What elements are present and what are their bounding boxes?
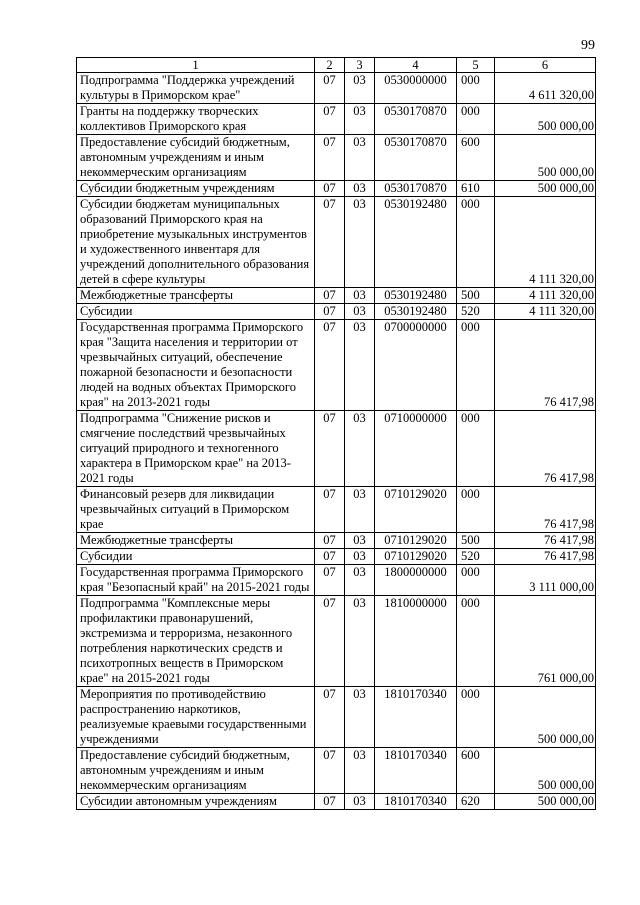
expense-type-cell: 610 [457,181,495,197]
expense-type-cell: 520 [457,304,495,320]
item-name-cell: Субсидии [77,304,315,320]
subsection-cell: 03 [345,687,375,748]
expense-type-cell: 000 [457,411,495,487]
section-cell: 07 [315,533,345,549]
page-number: 99 [581,38,595,53]
table-row [77,73,596,104]
section-cell: 07 [315,104,345,135]
target-code-cell: 1810170340 [375,794,457,810]
item-name-cell: Подпрограмма "Комплексные меры профилактики правонарушений, экстремизма и терроризма, незаконного потребления наркотических средств и психотропных веществ в Приморском крае" на 2015-2021 годы [77,596,315,687]
column-header: 4 [375,58,457,73]
item-name-cell: Подпрограмма "Снижение рисков и смягчение последствий чрезвычайных ситуаций природного и техногенного характера в Приморском крае" на 2013-2021 годы [77,411,315,487]
subsection-cell: 03 [345,549,375,565]
subsection-cell: 03 [345,135,375,181]
target-code-cell: 0710129020 [375,533,457,549]
table-row [77,181,596,197]
subsection-cell: 03 [345,533,375,549]
subsection-cell: 03 [345,794,375,810]
table-row [77,748,596,794]
expense-type-cell: 000 [457,73,495,104]
item-name-cell: Государственная программа Приморского края "Безопасный край" на 2015-2021 годы [77,565,315,596]
column-header: 5 [457,58,495,73]
amount-cell: 4 611 320,00 [495,73,596,104]
section-cell: 07 [315,596,345,687]
target-code-cell: 0530170870 [375,181,457,197]
expense-type-cell: 000 [457,104,495,135]
target-code-cell: 0530192480 [375,288,457,304]
target-code-cell: 1810000000 [375,596,457,687]
target-code-cell: 0530192480 [375,197,457,288]
expense-type-cell: 000 [457,320,495,411]
item-name-cell: Предоставление субсидий бюджетным, автономным учреждениям и иным некоммерческим организациям [77,135,315,181]
target-code-cell: 1800000000 [375,565,457,596]
subsection-cell: 03 [345,411,375,487]
amount-cell: 76 417,98 [495,320,596,411]
amount-cell: 76 417,98 [495,411,596,487]
amount-cell: 4 111 320,00 [495,304,596,320]
subsection-cell: 03 [345,104,375,135]
item-name-cell: Предоставление субсидий бюджетным, автономным учреждениям и иным некоммерческим организациям [77,748,315,794]
item-name-cell: Субсидии бюджетным учреждениям [77,181,315,197]
subsection-cell: 03 [345,304,375,320]
expense-type-cell: 000 [457,687,495,748]
amount-cell: 500 000,00 [495,687,596,748]
expense-type-cell: 500 [457,288,495,304]
expense-type-cell: 600 [457,748,495,794]
table-row [77,411,596,487]
amount-cell: 761 000,00 [495,596,596,687]
subsection-cell: 03 [345,320,375,411]
item-name-cell: Подпрограмма "Поддержка учреждений культуры в Приморском крае" [77,73,315,104]
section-cell: 07 [315,197,345,288]
expense-type-cell: 000 [457,596,495,687]
target-code-cell: 0710000000 [375,411,457,487]
table-row [77,565,596,596]
table-row [77,549,596,565]
subsection-cell: 03 [345,748,375,794]
amount-cell: 500 000,00 [495,748,596,794]
section-cell: 07 [315,304,345,320]
expense-type-cell: 000 [457,487,495,533]
subsection-cell: 03 [345,596,375,687]
item-name-cell: Субсидии бюджетам муниципальных образований Приморского края на приобретение музыкальных инструментов и художественного инвентаря для учреждений дополнительного образования детей в сфере культуры [77,197,315,288]
column-header: 1 [77,58,315,73]
item-name-cell: Государственная программа Приморского края "Защита населения и территории от чрезвычайных ситуаций, обеспечение пожарной безопасности и безопасности людей на водных объектах Приморского края" на 2013-2021 годы [77,320,315,411]
column-header: 2 [315,58,345,73]
section-cell: 07 [315,487,345,533]
section-cell: 07 [315,549,345,565]
item-name-cell: Межбюджетные трансферты [77,533,315,549]
section-cell: 07 [315,748,345,794]
amount-cell: 500 000,00 [495,794,596,810]
expense-type-cell: 520 [457,549,495,565]
section-cell: 07 [315,73,345,104]
item-name-cell: Гранты на поддержку творческих коллективов Приморского края [77,104,315,135]
target-code-cell: 0700000000 [375,320,457,411]
table-row [77,596,596,687]
target-code-cell: 0530192480 [375,304,457,320]
expense-type-cell: 600 [457,135,495,181]
amount-cell: 4 111 320,00 [495,197,596,288]
subsection-cell: 03 [345,288,375,304]
expense-type-cell: 620 [457,794,495,810]
table-row [77,320,596,411]
target-code-cell: 0530170870 [375,135,457,181]
target-code-cell: 1810170340 [375,748,457,794]
table-row [77,304,596,320]
amount-cell: 76 417,98 [495,487,596,533]
target-code-cell: 0710129020 [375,487,457,533]
section-cell: 07 [315,794,345,810]
section-cell: 07 [315,411,345,487]
target-code-cell: 0530000000 [375,73,457,104]
table-row [77,794,596,810]
table-row [77,104,596,135]
item-name-cell: Межбюджетные трансферты [77,288,315,304]
budget-table [76,57,596,810]
amount-cell: 500 000,00 [495,181,596,197]
item-name-cell: Финансовый резерв для ликвидации чрезвычайных ситуаций в Приморском крае [77,487,315,533]
item-name-cell: Субсидии [77,549,315,565]
item-name-cell: Мероприятия по противодействию распространению наркотиков, реализуемые краевыми государственными учреждениями [77,687,315,748]
amount-cell: 76 417,98 [495,533,596,549]
section-cell: 07 [315,288,345,304]
table-row [77,197,596,288]
item-name-cell: Субсидии автономным учреждениям [77,794,315,810]
table-row [77,687,596,748]
section-cell: 07 [315,320,345,411]
table-row [77,533,596,549]
table-row [77,135,596,181]
table-row [77,288,596,304]
expense-type-cell: 000 [457,565,495,596]
section-cell: 07 [315,565,345,596]
section-cell: 07 [315,135,345,181]
amount-cell: 500 000,00 [495,135,596,181]
amount-cell: 500 000,00 [495,104,596,135]
target-code-cell: 0530170870 [375,104,457,135]
subsection-cell: 03 [345,181,375,197]
section-cell: 07 [315,687,345,748]
amount-cell: 3 111 000,00 [495,565,596,596]
column-header: 3 [345,58,375,73]
subsection-cell: 03 [345,73,375,104]
target-code-cell: 1810170340 [375,687,457,748]
column-header: 6 [495,58,596,73]
expense-type-cell: 500 [457,533,495,549]
subsection-cell: 03 [345,487,375,533]
target-code-cell: 0710129020 [375,549,457,565]
amount-cell: 4 111 320,00 [495,288,596,304]
subsection-cell: 03 [345,197,375,288]
section-cell: 07 [315,181,345,197]
expense-type-cell: 000 [457,197,495,288]
subsection-cell: 03 [345,565,375,596]
table-row [77,487,596,533]
amount-cell: 76 417,98 [495,549,596,565]
table-header-row [77,58,596,73]
